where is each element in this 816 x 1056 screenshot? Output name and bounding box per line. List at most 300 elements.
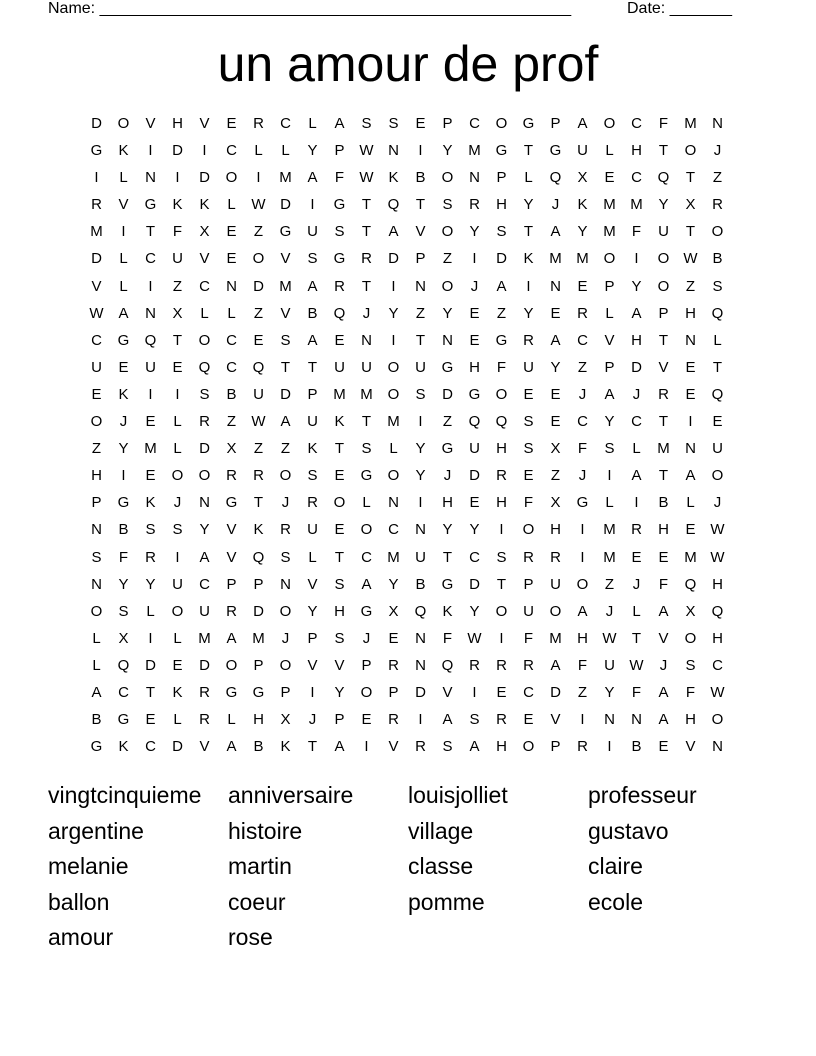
grid-cell: X [199, 223, 210, 241]
grid-row [83, 218, 731, 245]
grid-cell: J [713, 494, 722, 512]
grid-cell: G [360, 467, 373, 485]
grid-cell: S [172, 521, 183, 539]
grid-cell: G [549, 142, 562, 160]
grid-cell: I [688, 413, 693, 431]
grid-cell: R [523, 656, 534, 674]
grid-cell: O [198, 331, 211, 349]
grid-cell: J [632, 385, 641, 403]
grid-cell: E [550, 413, 561, 431]
grid-cell: H [631, 331, 642, 349]
grid-cell: M [279, 277, 292, 295]
grid-cell: L [119, 277, 128, 295]
grid-cell: O [495, 115, 508, 132]
grid-cell: M [603, 521, 616, 539]
grid-cell: F [658, 115, 669, 132]
grid-cell: Y [118, 440, 129, 458]
grid-cell: M [630, 196, 643, 214]
grid-cell: I [391, 277, 396, 295]
grid-cell: O [441, 169, 454, 187]
grid-cell: M [387, 548, 400, 566]
grid-cell: G [441, 440, 454, 458]
grid-cell: N [415, 521, 426, 539]
grid-cell: F [496, 358, 507, 376]
grid-cell: A [388, 223, 399, 241]
grid-cell: L [227, 304, 236, 322]
grid-cell: D [91, 250, 102, 268]
grid-cell: L [254, 142, 263, 160]
grid-cell: J [578, 467, 587, 485]
grid-cell: V [307, 656, 318, 674]
grid-cell: N [280, 575, 291, 593]
grid-row [83, 435, 731, 462]
grid-cell: M [549, 629, 562, 647]
grid-cell: W [251, 413, 266, 431]
grid-cell: E [523, 467, 534, 485]
grid-cell: E [685, 358, 696, 376]
grid-cell: W [467, 629, 482, 647]
grid-cell: U [550, 575, 561, 593]
grid-cell: H [442, 494, 453, 512]
grid-cell: I [256, 169, 261, 187]
grid-cell: I [499, 521, 504, 539]
grid-cell: K [172, 683, 183, 701]
grid-cell: N [415, 629, 426, 647]
grid-cell: S [361, 115, 372, 132]
grid-cell: H [496, 738, 507, 756]
grid-cell: E [523, 711, 534, 729]
grid-cell: D [91, 115, 102, 132]
grid-cell: Z [496, 304, 507, 322]
grid-cell: P [334, 142, 345, 160]
grid-cell: R [199, 683, 210, 701]
grid-cell: M [603, 223, 616, 241]
grid-cell: O [576, 575, 589, 593]
grid-cell: Z [91, 440, 102, 458]
grid-cell: I [310, 683, 315, 701]
grid-cell: U [172, 250, 183, 268]
grid-cell: Y [604, 413, 615, 431]
grid-cell: I [121, 223, 126, 241]
grid-cell: O [522, 738, 535, 756]
grid-cell: W [710, 548, 725, 566]
grid-cell: I [148, 142, 153, 160]
grid-cell: X [685, 196, 696, 214]
grid-cell: A [280, 413, 291, 431]
grid-row [83, 652, 731, 679]
grid-row [83, 245, 731, 272]
grid-cell: G [279, 223, 292, 241]
grid-cell: E [361, 711, 372, 729]
grid-cell: C [226, 331, 237, 349]
word-list-item: ecole [588, 888, 643, 915]
grid-cell: S [145, 521, 156, 539]
grid-cell: R [145, 548, 156, 566]
grid-cell: W [89, 304, 104, 322]
grid-cell: S [523, 440, 534, 458]
grid-cell: N [199, 494, 210, 512]
grid-cell: X [280, 711, 291, 729]
grid-cell: F [523, 494, 534, 512]
grid-cell: W [251, 196, 266, 214]
grid-cell: V [550, 711, 561, 729]
grid-cell: Y [442, 304, 453, 322]
grid-cell: S [307, 467, 318, 485]
grid-cell: P [253, 575, 264, 593]
grid-cell: V [280, 304, 291, 322]
grid-cell: J [605, 602, 614, 620]
grid-cell: R [496, 467, 507, 485]
grid-cell: R [631, 521, 642, 539]
grid-cell: T [307, 738, 318, 756]
grid-row [83, 327, 731, 354]
grid-cell: I [499, 629, 504, 647]
grid-cell: L [308, 115, 317, 132]
grid-cell: E [469, 494, 480, 512]
grid-cell: I [418, 142, 423, 160]
grid-cell: D [199, 656, 210, 674]
grid-cell: P [496, 169, 507, 187]
grid-cell: Z [604, 575, 615, 593]
name-field: Name: _____________________________________________________ [48, 0, 572, 17]
grid-cell: Y [604, 683, 615, 701]
grid-cell: R [199, 413, 210, 431]
grid-cell: E [658, 548, 669, 566]
grid-cell: E [685, 385, 696, 403]
grid-cell: Q [549, 169, 562, 187]
grid-cell: T [658, 413, 669, 431]
grid-cell: V [145, 115, 156, 132]
grid-cell: D [253, 602, 264, 620]
grid-row [83, 733, 731, 760]
grid-cell: G [522, 115, 535, 132]
grid-cell: S [334, 575, 345, 593]
grid-cell: C [226, 358, 237, 376]
grid-cell: V [415, 223, 426, 241]
grid-cell: C [361, 548, 372, 566]
word-list-item: anniversaire [228, 782, 354, 808]
word-list-item: claire [588, 853, 643, 879]
grid-cell: R [469, 656, 480, 674]
grid-cell: G [252, 683, 265, 701]
grid-cell: F [631, 683, 642, 701]
grid-cell: N [442, 331, 453, 349]
grid-cell: U [523, 602, 534, 620]
grid-cell: H [685, 304, 696, 322]
grid-cell: T [712, 358, 723, 376]
grid-cell: E [550, 304, 561, 322]
grid-cell: O [387, 467, 400, 485]
grid-cell: W [629, 656, 644, 674]
grid-cell: O [495, 602, 508, 620]
grid-cell: C [118, 683, 129, 701]
grid-row [83, 354, 731, 381]
grid-cell: C [280, 115, 291, 132]
grid-cell: O [225, 169, 238, 187]
grid-cell: W [359, 142, 374, 160]
grid-cell: T [361, 223, 372, 241]
word-list-item: coeur [228, 888, 286, 915]
grid-cell: X [226, 440, 237, 458]
grid-cell: V [334, 656, 345, 674]
grid-cell: R [199, 711, 210, 729]
grid-cell: N [226, 277, 237, 295]
grid-cell: W [710, 683, 725, 701]
grid-cell: J [551, 196, 560, 214]
grid-cell: P [388, 683, 399, 701]
grid-cell: T [496, 575, 507, 593]
grid-cell: R [253, 115, 264, 132]
grid-cell: U [307, 413, 318, 431]
word-list-item: martin [228, 853, 292, 879]
grid-cell: L [119, 169, 128, 187]
grid-cell: N [145, 169, 156, 187]
grid-cell: Q [711, 602, 724, 620]
grid-cell: O [711, 711, 724, 729]
grid-cell: E [577, 277, 588, 295]
grid-cell: P [658, 304, 669, 322]
grid-cell: Z [712, 169, 723, 187]
grid-cell: E [658, 738, 669, 756]
grid-cell: O [684, 142, 697, 160]
grid-cell: Z [550, 467, 561, 485]
grid-cell: V [199, 250, 210, 268]
grid-cell: V [91, 277, 102, 295]
grid-cell: S [280, 331, 291, 349]
grid-cell: I [607, 467, 612, 485]
grid-cell: N [712, 115, 723, 132]
grid-row [83, 381, 731, 408]
grid-cell: P [334, 711, 345, 729]
grid-cell: M [90, 223, 103, 241]
word-list-item: melanie [48, 853, 129, 879]
grid-cell: I [202, 142, 207, 160]
grid-cell: S [334, 629, 345, 647]
grid-cell: U [307, 223, 318, 241]
grid-cell: M [468, 142, 481, 160]
grid-cell: C [226, 142, 237, 160]
grid-cell: F [523, 629, 534, 647]
grid-cell: S [496, 548, 507, 566]
grid-cell: N [91, 521, 102, 539]
grid-cell: T [307, 358, 318, 376]
grid-cell: C [523, 683, 534, 701]
grid-cell: H [469, 358, 480, 376]
grid-cell: C [631, 169, 642, 187]
grid-cell: N [604, 711, 615, 729]
grid-row [83, 164, 731, 191]
grid-cell: Z [172, 277, 183, 295]
grid-cell: E [118, 358, 129, 376]
grid-cell: L [92, 656, 101, 674]
grid-cell: S [442, 196, 453, 214]
word-list-item: village [408, 817, 474, 844]
grid-cell: L [200, 304, 209, 322]
grid-cell: S [604, 440, 615, 458]
grid-cell: Q [711, 304, 724, 322]
grid-cell: L [632, 440, 641, 458]
grid-cell: V [307, 575, 318, 593]
grid-cell: G [441, 575, 454, 593]
grid-cell: Z [442, 413, 453, 431]
grid-cell: Z [442, 250, 453, 268]
grid-cell: T [415, 331, 426, 349]
grid-cell: K [118, 142, 129, 160]
grid-cell: H [91, 467, 102, 485]
grid-cell: T [145, 223, 156, 241]
grid-cell: K [388, 169, 399, 187]
grid-cell: V [685, 738, 696, 756]
grid-cell: X [172, 304, 183, 322]
grid-cell: N [145, 304, 156, 322]
grid-row [83, 625, 731, 652]
grid-cell: I [634, 250, 639, 268]
grid-cell: I [175, 385, 180, 403]
word-list-item: rose [228, 924, 273, 950]
grid-cell: P [226, 575, 237, 593]
grid-cell: V [199, 115, 210, 132]
grid-cell: R [253, 467, 264, 485]
grid-cell: D [469, 575, 480, 593]
grid-cell: C [712, 656, 723, 674]
grid-cell: K [307, 440, 318, 458]
grid-cell: P [91, 494, 102, 512]
grid-cell: R [334, 277, 345, 295]
grid-cell: L [524, 169, 533, 187]
grid-cell: B [712, 250, 723, 268]
grid-cell: U [145, 358, 156, 376]
grid-cell: E [388, 629, 399, 647]
grid-cell: H [334, 602, 345, 620]
grid-cell: C [145, 738, 156, 756]
grid-cell: M [549, 250, 562, 268]
grid-cell: I [580, 521, 585, 539]
grid-cell: I [634, 494, 639, 512]
grid-cell: M [387, 413, 400, 431]
grid-cell: E [469, 331, 480, 349]
word-list-item: ballon [48, 888, 110, 915]
date-field: Date: _______ [627, 0, 732, 17]
grid-cell: Y [550, 358, 561, 376]
grid-cell: K [118, 385, 129, 403]
grid-cell: C [577, 331, 588, 349]
grid-cell: L [632, 602, 641, 620]
grid-cell: Q [441, 656, 454, 674]
grid-cell: B [253, 738, 264, 756]
grid-cell: Y [469, 223, 480, 241]
grid-cell: P [307, 629, 318, 647]
grid-cell: A [226, 738, 237, 756]
grid-cell: P [361, 656, 372, 674]
grid-cell: Q [387, 196, 400, 214]
grid-cell: J [578, 385, 587, 403]
grid-cell: Y [118, 575, 129, 593]
grid-cell: D [280, 196, 291, 214]
grid-cell: C [91, 331, 102, 349]
grid-cell: R [523, 331, 534, 349]
grid-cell: O [279, 602, 292, 620]
grid-cell: O [387, 385, 400, 403]
grid-cell: O [90, 413, 103, 431]
grid-cell: G [90, 738, 103, 756]
grid-row [83, 110, 731, 137]
grid-cell: F [118, 548, 129, 566]
grid-cell: W [602, 629, 617, 647]
grid-cell: R [469, 196, 480, 214]
grid-cell: L [92, 629, 101, 647]
grid-cell: H [577, 629, 588, 647]
grid-cell: N [388, 142, 399, 160]
grid-cell: T [361, 413, 372, 431]
grid-cell: Q [495, 413, 508, 431]
grid-cell: T [253, 494, 264, 512]
grid-cell: R [307, 494, 318, 512]
grid-cell: T [361, 277, 372, 295]
grid-cell: O [711, 467, 724, 485]
grid-cell: Y [415, 440, 426, 458]
grid-cell: K [145, 494, 156, 512]
page-title: un amour de prof [217, 36, 599, 92]
grid-cell: H [172, 115, 183, 132]
grid-cell: U [334, 358, 345, 376]
grid-cell: U [523, 358, 534, 376]
grid-cell: J [281, 494, 290, 512]
grid-cell: I [148, 277, 153, 295]
grid-cell: A [685, 467, 696, 485]
grid-cell: E [334, 467, 345, 485]
grid-cell: V [388, 738, 399, 756]
grid-cell: A [91, 683, 102, 701]
grid-cell: O [279, 467, 292, 485]
grid-cell: T [442, 548, 453, 566]
grid-cell: V [199, 738, 210, 756]
grid-cell: U [91, 358, 102, 376]
grid-cell: L [389, 440, 398, 458]
grid-cell: A [334, 738, 345, 756]
grid-cell: Y [658, 196, 669, 214]
grid-cell: I [472, 250, 477, 268]
grid-cell: Y [523, 304, 534, 322]
grid-cell: P [523, 575, 534, 593]
grid-cell: Y [415, 467, 426, 485]
grid-cell: W [683, 250, 698, 268]
grid-cell: B [226, 385, 237, 403]
grid-cell: M [576, 250, 589, 268]
grid-cell: D [388, 250, 399, 268]
grid-cell: L [227, 196, 236, 214]
grid-cell: N [685, 331, 696, 349]
grid-cell: N [91, 575, 102, 593]
grid-cell: Y [307, 142, 318, 160]
grid-cell: C [469, 115, 480, 132]
grid-cell: C [145, 250, 156, 268]
grid-cell: Y [631, 277, 642, 295]
grid-cell: B [307, 304, 318, 322]
grid-cell: O [225, 656, 238, 674]
grid-cell: J [173, 494, 182, 512]
grid-cell: T [658, 331, 669, 349]
grid-cell: D [550, 683, 561, 701]
grid-cell: T [280, 358, 291, 376]
grid-cell: E [91, 385, 102, 403]
grid-cell: S [496, 223, 507, 241]
grid-cell: I [148, 629, 153, 647]
grid-cell: B [118, 521, 129, 539]
grid-cell: U [415, 548, 426, 566]
grid-cell: T [415, 196, 426, 214]
grid-cell: E [712, 413, 723, 431]
grid-cell: G [468, 385, 481, 403]
